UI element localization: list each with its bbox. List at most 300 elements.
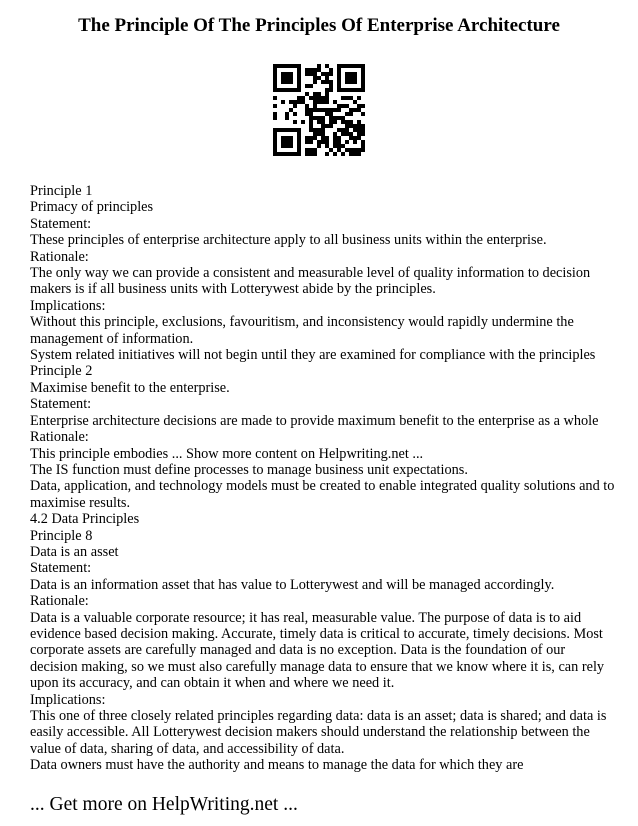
qr-module — [273, 148, 277, 152]
qr-module — [313, 148, 317, 152]
qr-module — [309, 120, 313, 124]
qr-module — [273, 80, 277, 84]
qr-module — [361, 88, 365, 92]
qr-module — [293, 100, 297, 104]
qr-module — [309, 96, 313, 100]
qr-module — [321, 136, 325, 140]
body-line: Rationale: — [30, 593, 89, 610]
qr-module — [281, 144, 285, 148]
qr-module — [289, 80, 293, 84]
qr-module — [285, 80, 289, 84]
qr-module — [361, 140, 365, 144]
qr-module — [317, 140, 321, 144]
qr-module — [357, 136, 361, 140]
qr-module — [345, 88, 349, 92]
body-line: Principle 8 — [30, 527, 93, 544]
qr-module — [329, 112, 333, 116]
body-line: Data is a valuable corporate resource; it has real, measurable value. The purpose of data is to aid evidence based decision making. Accurate, timely data is critical to accurate, timely decisions. Most corporate assets are carefully managed and data is no exception. Data is the foundation of our decision making, so we must also carefully manage data to ensure that we know where it is, can rely upon its accuracy, and can obtain it when and where we need it. — [30, 609, 605, 692]
qr-module — [353, 108, 357, 112]
qr-module — [317, 100, 321, 104]
qr-module — [345, 132, 349, 136]
qr-module — [353, 148, 357, 152]
qr-module — [273, 116, 277, 120]
qr-module — [357, 128, 361, 132]
qr-module — [273, 152, 277, 156]
qr-module — [361, 124, 365, 128]
qr-module — [337, 88, 341, 92]
qr-module — [357, 64, 361, 68]
qr-module — [305, 68, 309, 72]
body-line: This principle embodies ... Show more content on Helpwriting.net ... — [30, 445, 424, 462]
qr-module — [297, 80, 301, 84]
body-line: Data, application, and technology models must be created to enable integrated quality solutions and to maximise results. — [30, 478, 615, 511]
qr-module — [353, 80, 357, 84]
qr-module — [313, 96, 317, 100]
qr-module — [321, 100, 325, 104]
body-line: Primacy of principles — [30, 199, 154, 216]
qr-module — [321, 120, 325, 124]
qr-module — [349, 124, 353, 128]
qr-module — [297, 128, 301, 132]
qr-module — [277, 152, 281, 156]
qr-module — [285, 116, 289, 120]
qr-module — [325, 92, 329, 96]
qr-module — [305, 140, 309, 144]
qr-module — [341, 96, 345, 100]
qr-module — [353, 100, 357, 104]
qr-module — [317, 120, 321, 124]
qr-module — [289, 72, 293, 76]
body-line: Data is an asset — [30, 543, 119, 560]
qr-module — [317, 116, 321, 120]
qr-module — [325, 64, 329, 68]
qr-module — [273, 140, 277, 144]
qr-module — [317, 132, 321, 136]
qr-module — [349, 76, 353, 80]
qr-module — [337, 104, 341, 108]
qr-module — [361, 148, 365, 152]
qr-module — [341, 132, 345, 136]
qr-module — [337, 140, 341, 144]
qr-module — [357, 120, 361, 124]
qr-module — [325, 136, 329, 140]
body-line: This one of three closely related principles regarding data: data is an asset; data is shared; and data is easily accessible. All Lotterywest decision makers should understand the relationship between the value of data, sharing of data, and accessibility of data. — [30, 708, 607, 757]
qr-module — [317, 144, 321, 148]
document-title: The Principle Of The Principles Of Enterprise Architecture — [78, 15, 560, 36]
qr-module — [353, 88, 357, 92]
qr-module — [309, 136, 313, 140]
qr-module — [309, 128, 313, 132]
qr-module — [317, 108, 321, 112]
qr-module — [321, 108, 325, 112]
body-line: Statement: — [30, 215, 92, 232]
qr-module — [289, 128, 293, 132]
qr-module — [313, 104, 317, 108]
qr-module — [297, 148, 301, 152]
qr-module — [281, 88, 285, 92]
qr-module — [273, 136, 277, 140]
body-line: Without this principle, exclusions, favouritism, and inconsistency would rapidly undermine the management of information. — [30, 314, 574, 347]
qr-module — [313, 100, 317, 104]
qr-module — [361, 68, 365, 72]
qr-module — [281, 100, 285, 104]
qr-module — [345, 76, 349, 80]
qr-module — [285, 88, 289, 92]
qr-module — [297, 68, 301, 72]
qr-module — [361, 84, 365, 88]
qr-module — [313, 92, 317, 96]
qr-module — [349, 96, 353, 100]
body-line: These principles of enterprise architecture apply to all business units within the enterprise. — [30, 232, 547, 249]
qr-module — [345, 112, 349, 116]
qr-module — [309, 148, 313, 152]
qr-module — [313, 128, 317, 132]
qr-module — [297, 144, 301, 148]
qr-module — [301, 100, 305, 104]
qr-module — [321, 96, 325, 100]
body-line: System related initiatives will not begin until they are examined for compliance with the principles — [30, 347, 596, 364]
qr-module — [361, 132, 365, 136]
qr-module — [325, 76, 329, 80]
qr-module — [313, 68, 317, 72]
qr-module — [345, 64, 349, 68]
qr-module — [349, 88, 353, 92]
qr-module — [361, 104, 365, 108]
qr-module — [313, 108, 317, 112]
body-line: Principle 1 — [30, 183, 93, 199]
qr-module — [309, 140, 313, 144]
qr-module — [333, 152, 337, 156]
qr-module — [349, 108, 353, 112]
qr-module — [341, 152, 345, 156]
qr-module — [313, 76, 317, 80]
qr-module — [317, 96, 321, 100]
qr-module — [357, 104, 361, 108]
qr-module — [325, 108, 329, 112]
body-line: Data is an information asset that has value to Lotterywest and will be managed accordingly. — [30, 576, 555, 593]
body-line: Maximise benefit to the enterprise. — [30, 379, 230, 396]
qr-module — [341, 104, 345, 108]
qr-module — [317, 64, 321, 68]
qr-module — [321, 124, 325, 128]
qr-module — [313, 80, 317, 84]
qr-module — [329, 116, 333, 120]
qr-module — [349, 112, 353, 116]
qr-module — [285, 112, 289, 116]
qr-module — [345, 96, 349, 100]
qr-module — [333, 136, 337, 140]
body-line: Statement: — [30, 560, 92, 577]
body-line: Rationale: — [30, 429, 89, 446]
qr-module — [337, 144, 341, 148]
qr-module — [353, 64, 357, 68]
body-line: Statement: — [30, 396, 92, 413]
qr-module — [273, 88, 277, 92]
qr-module — [329, 84, 333, 88]
qr-module — [293, 112, 297, 116]
qr-module — [329, 148, 333, 152]
qr-module — [285, 64, 289, 68]
qr-code — [273, 64, 365, 156]
qr-module — [277, 88, 281, 92]
qr-module — [329, 108, 333, 112]
body-line: 4.2 Data Principles — [30, 511, 140, 528]
qr-module — [305, 92, 309, 96]
qr-module — [293, 152, 297, 156]
qr-module — [345, 140, 349, 144]
qr-module — [321, 116, 325, 120]
qr-module — [301, 120, 305, 124]
qr-module — [337, 84, 341, 88]
qr-module — [349, 80, 353, 84]
qr-module — [329, 80, 333, 84]
qr-module — [337, 76, 341, 80]
qr-module — [353, 128, 357, 132]
qr-module — [277, 128, 281, 132]
body-line: Data owners must have the authority and means to manage the data for which they are — [30, 757, 524, 774]
qr-module — [329, 124, 333, 128]
qr-module — [301, 96, 305, 100]
qr-module — [293, 64, 297, 68]
qr-module — [361, 80, 365, 84]
qr-module — [285, 136, 289, 140]
qr-module — [325, 112, 329, 116]
document-body — [30, 183, 615, 774]
qr-module — [289, 108, 293, 112]
qr-module — [345, 148, 349, 152]
qr-module — [289, 100, 293, 104]
qr-module — [305, 148, 309, 152]
qr-module — [281, 80, 285, 84]
qr-module — [281, 76, 285, 80]
qr-module — [309, 112, 313, 116]
qr-module — [305, 104, 309, 108]
qr-module — [357, 124, 361, 128]
qr-module — [345, 72, 349, 76]
body-line: Enterprise architecture decisions are made to provide maximum benefit to the enterprise as a whole — [30, 412, 599, 429]
qr-module — [281, 152, 285, 156]
qr-module — [289, 140, 293, 144]
qr-module — [337, 72, 341, 76]
qr-module — [357, 88, 361, 92]
qr-module — [325, 124, 329, 128]
qr-module — [297, 100, 301, 104]
qr-module — [337, 68, 341, 72]
qr-module — [341, 116, 345, 120]
qr-module — [337, 128, 341, 132]
qr-module — [325, 144, 329, 148]
qr-module — [289, 144, 293, 148]
qr-module — [337, 108, 341, 112]
qr-module — [309, 84, 313, 88]
qr-module — [305, 152, 309, 156]
qr-module — [285, 72, 289, 76]
qr-module — [305, 112, 309, 116]
qr-module — [281, 64, 285, 68]
qr-module — [273, 68, 277, 72]
qr-module — [281, 72, 285, 76]
qr-module — [277, 64, 281, 68]
qr-module — [353, 72, 357, 76]
body-line: Implications: — [30, 297, 106, 314]
qr-module — [341, 128, 345, 132]
qr-module — [325, 88, 329, 92]
qr-module — [361, 76, 365, 80]
qr-module — [341, 88, 345, 92]
body-line: The only way we can provide a consistent and measurable level of quality information to decision makers is if all business units with Lotterywest abide by the principles. — [30, 265, 591, 298]
qr-module — [345, 80, 349, 84]
qr-module — [361, 72, 365, 76]
qr-module — [285, 152, 289, 156]
qr-module — [353, 136, 357, 140]
qr-module — [309, 108, 313, 112]
qr-module — [321, 128, 325, 132]
qr-module — [297, 140, 301, 144]
qr-module — [313, 152, 317, 156]
qr-module — [309, 68, 313, 72]
qr-module — [325, 96, 329, 100]
qr-module — [285, 144, 289, 148]
qr-module — [357, 152, 361, 156]
qr-module — [313, 72, 317, 76]
qr-module — [333, 144, 337, 148]
qr-module — [309, 124, 313, 128]
qr-module — [285, 128, 289, 132]
qr-module — [329, 88, 333, 92]
qr-module — [273, 84, 277, 88]
qr-module — [361, 112, 365, 116]
qr-module — [325, 80, 329, 84]
qr-module — [297, 152, 301, 156]
qr-module — [297, 96, 301, 100]
qr-module — [321, 80, 325, 84]
qr-module — [285, 140, 289, 144]
qr-module — [273, 64, 277, 68]
qr-module — [273, 96, 277, 100]
qr-module — [313, 116, 317, 120]
qr-module — [325, 72, 329, 76]
qr-module — [273, 112, 277, 116]
qr-module — [333, 100, 337, 104]
qr-module — [361, 144, 365, 148]
qr-module — [293, 104, 297, 108]
qr-module — [309, 72, 313, 76]
qr-module — [313, 136, 317, 140]
qr-module — [361, 64, 365, 68]
qr-module — [309, 116, 313, 120]
qr-module — [353, 140, 357, 144]
body-line: Implications: — [30, 691, 106, 708]
qr-module — [333, 120, 337, 124]
qr-module — [341, 64, 345, 68]
qr-module — [309, 152, 313, 156]
qr-module — [337, 64, 341, 68]
qr-module — [297, 84, 301, 88]
qr-module — [345, 124, 349, 128]
qr-module — [349, 152, 353, 156]
qr-module — [333, 140, 337, 144]
body-line: The IS function must define processes to manage business unit expectations. — [30, 461, 468, 478]
qr-module — [293, 128, 297, 132]
qr-module — [345, 128, 349, 132]
qr-module — [289, 136, 293, 140]
qr-module — [289, 64, 293, 68]
qr-module — [297, 76, 301, 80]
qr-module — [353, 152, 357, 156]
qr-module — [333, 108, 337, 112]
qr-module — [337, 116, 341, 120]
qr-module — [281, 140, 285, 144]
qr-module — [273, 104, 277, 108]
qr-module — [293, 120, 297, 124]
qr-module — [357, 96, 361, 100]
qr-module — [321, 132, 325, 136]
qr-module — [305, 108, 309, 112]
qr-module — [333, 132, 337, 136]
qr-module — [345, 104, 349, 108]
body-line: Rationale: — [30, 248, 89, 265]
qr-module — [349, 136, 353, 140]
qr-module — [317, 92, 321, 96]
qr-module — [285, 76, 289, 80]
qr-module — [297, 64, 301, 68]
qr-module — [333, 116, 337, 120]
qr-module — [273, 76, 277, 80]
qr-module — [321, 72, 325, 76]
qr-module — [349, 120, 353, 124]
qr-module — [349, 64, 353, 68]
qr-module — [321, 140, 325, 144]
qr-module — [341, 144, 345, 148]
qr-module — [297, 72, 301, 76]
qr-module — [293, 88, 297, 92]
qr-module — [345, 120, 349, 124]
qr-module — [329, 68, 333, 72]
qr-module — [281, 128, 285, 132]
qr-module — [325, 100, 329, 104]
qr-module — [329, 72, 333, 76]
qr-module — [289, 152, 293, 156]
qr-module — [341, 120, 345, 124]
qr-module — [361, 128, 365, 132]
qr-module — [297, 136, 301, 140]
qr-module — [349, 148, 353, 152]
qr-module — [317, 76, 321, 80]
qr-module — [325, 152, 329, 156]
qr-module — [305, 136, 309, 140]
qr-module — [317, 68, 321, 72]
qr-module — [325, 140, 329, 144]
qr-module — [305, 72, 309, 76]
qr-module — [313, 132, 317, 136]
qr-module — [273, 72, 277, 76]
qr-module — [353, 124, 357, 128]
body-line: Principle 2 — [30, 363, 93, 380]
qr-module — [337, 148, 341, 152]
qr-module — [349, 132, 353, 136]
qr-module — [337, 136, 341, 140]
qr-module — [329, 120, 333, 124]
qr-module — [349, 72, 353, 76]
qr-module — [273, 132, 277, 136]
qr-module — [357, 148, 361, 152]
footer-link-text: ... Get more on HelpWriting.net ... — [30, 794, 298, 815]
qr-module — [357, 132, 361, 136]
qr-module — [305, 84, 309, 88]
qr-module — [353, 76, 357, 80]
qr-module — [297, 132, 301, 136]
qr-module — [289, 76, 293, 80]
